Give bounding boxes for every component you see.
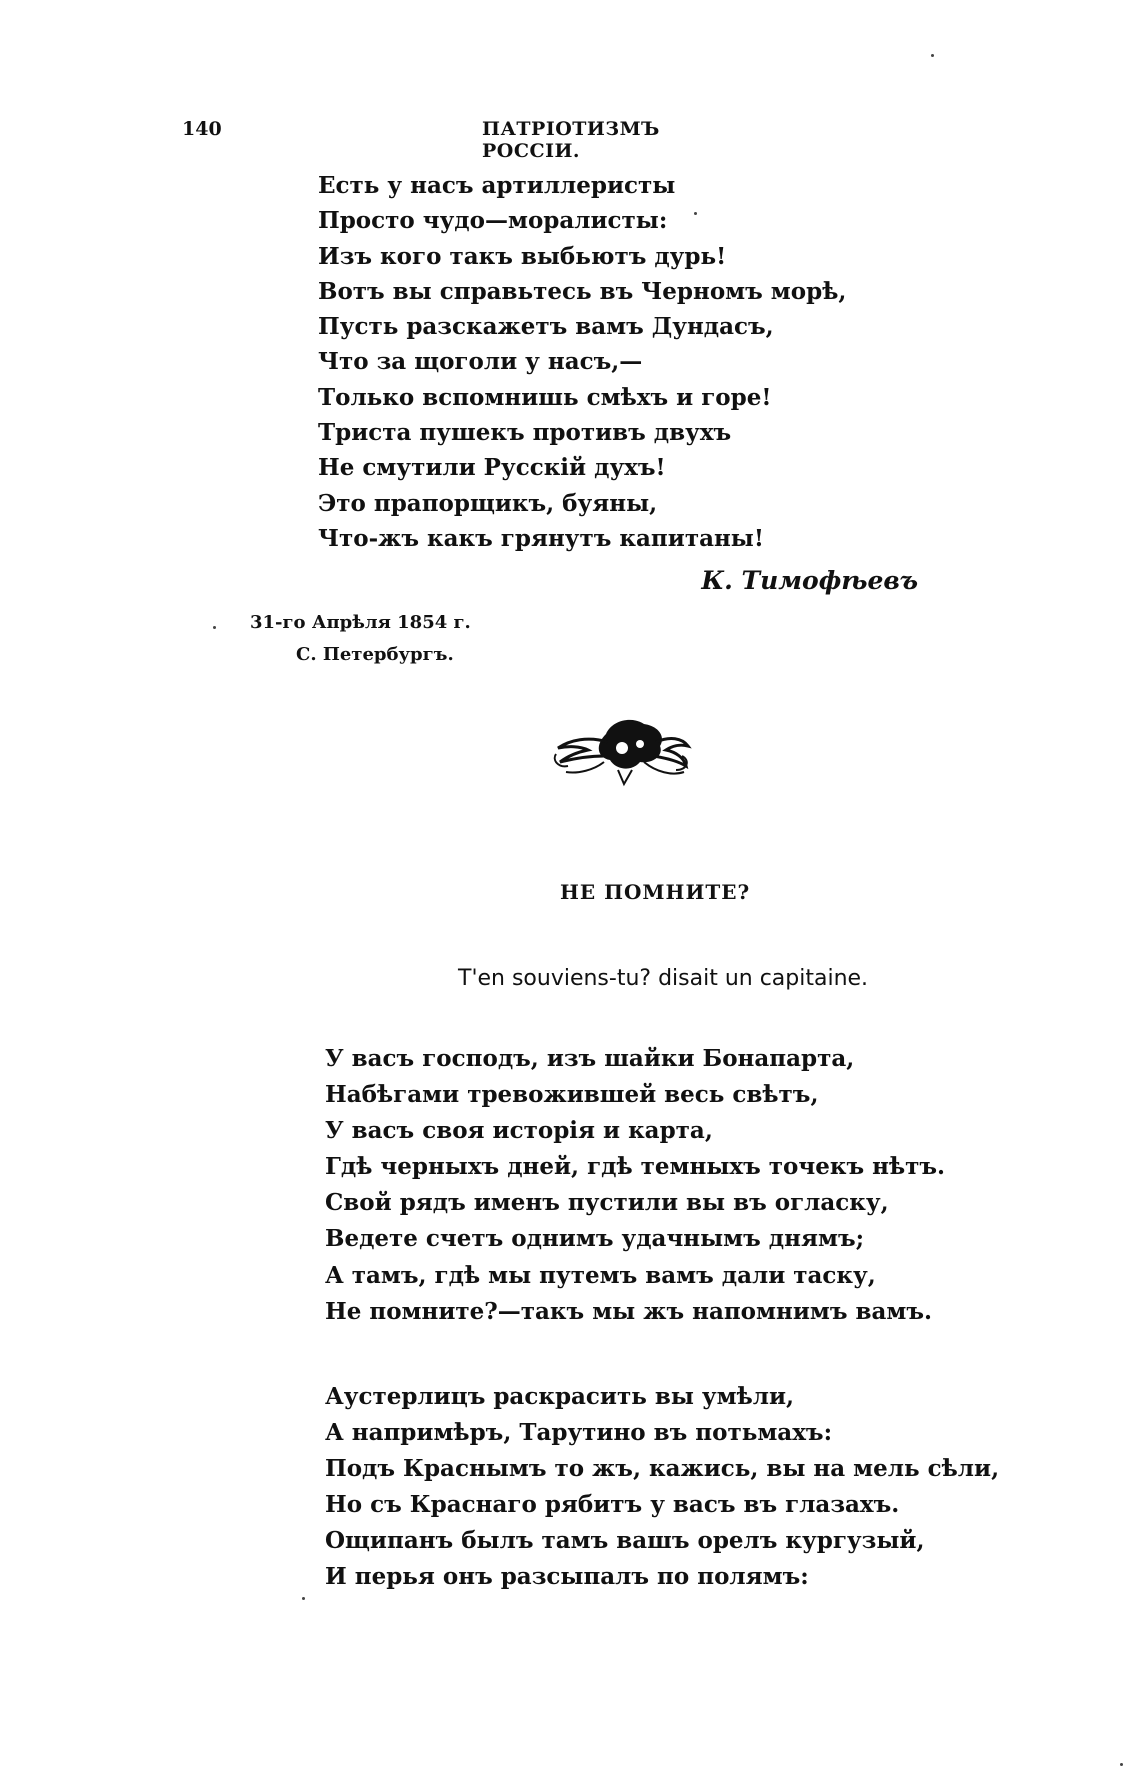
poem-date: 31-го Апрѣля 1854 г. (250, 612, 471, 633)
poem-line: Это прапорщикъ, буяны, (318, 489, 658, 517)
poem-line: Подъ Краснымъ то жъ, кажись, вы на мель сѣли, (325, 1455, 1000, 1483)
speck (931, 54, 934, 57)
poem-line: Не смутили Русскій духъ! (318, 454, 666, 482)
poem-place: С. Петербургъ. (296, 644, 454, 665)
poem-line: Что за щоголи у насъ,— (318, 348, 643, 376)
poem-line: Что-жъ какъ грянутъ капитаны! (318, 524, 764, 552)
poem-line: Аустерлицъ раскрасить вы умѣли, (325, 1383, 795, 1410)
speck (302, 1597, 305, 1600)
poem-line: А напримѣръ, Тарутино въ потьмахъ: (325, 1419, 833, 1447)
poem-line: У васъ своя исторія и карта, (325, 1117, 713, 1145)
poem-line: Но съ Краснаго рябитъ у васъ въ глазахъ. (325, 1491, 900, 1519)
poem-line: Гдѣ черныхъ дней, гдѣ темныхъ точекъ нѣтъ. (325, 1153, 946, 1181)
poem-line: Не помните?—такъ мы жъ напомнимъ вамъ. (325, 1297, 933, 1325)
speck (694, 212, 697, 215)
poem-2-epigraph: T'en souviens-tu? disait un capitaine. (458, 966, 869, 991)
poem-line: И перья онъ разсыпалъ по полямъ: (325, 1563, 809, 1591)
poem-line: У васъ господъ, изъ шайки Бонапарта, (325, 1045, 855, 1072)
ornament-vignette-icon (548, 712, 694, 792)
poem-line: Пусть разскажетъ вамъ Дундасъ, (318, 313, 774, 341)
poem-line: Вотъ вы справьтесь въ Черномъ морѣ, (318, 277, 847, 305)
running-title: ПАТРІОТИЗМЪ РОССІИ. (482, 118, 660, 162)
speck (213, 626, 216, 629)
poem-line: Триста пушекъ противъ двухъ (318, 419, 732, 447)
poem-line: Ощипанъ былъ тамъ вашъ орелъ кургузый, (325, 1527, 925, 1555)
poem-line: Набѣгами тревожившей весь свѣтъ, (325, 1081, 819, 1109)
poem-line: Просто чудо—моралисты: (318, 207, 668, 235)
poem-2-stanza-2 (325, 1379, 999, 1596)
author-signature: К. Тимофѣевъ (701, 566, 918, 595)
poem-line: Свой рядъ именъ пустили вы въ огласку, (325, 1189, 889, 1217)
poem-1-stanza (318, 168, 846, 556)
poem-line: Есть у насъ артиллеристы (318, 172, 676, 199)
page-number: 140 (182, 118, 222, 140)
running-header (182, 118, 727, 162)
poem-line: А тамъ, гдѣ мы путемъ вамъ дали таску, (325, 1261, 876, 1289)
poem-line: Ведете счетъ однимъ удачнымъ днямъ; (325, 1225, 865, 1253)
poem-line: Изъ кого такъ выбьютъ дурь! (318, 242, 727, 270)
poem-2-title: НЕ ПОМНИТЕ? (560, 880, 751, 904)
speck (1120, 1763, 1123, 1766)
poem-2-stanza-1 (325, 1041, 945, 1330)
poem-line: Только вспомнишь смѣхъ и горе! (318, 383, 772, 411)
